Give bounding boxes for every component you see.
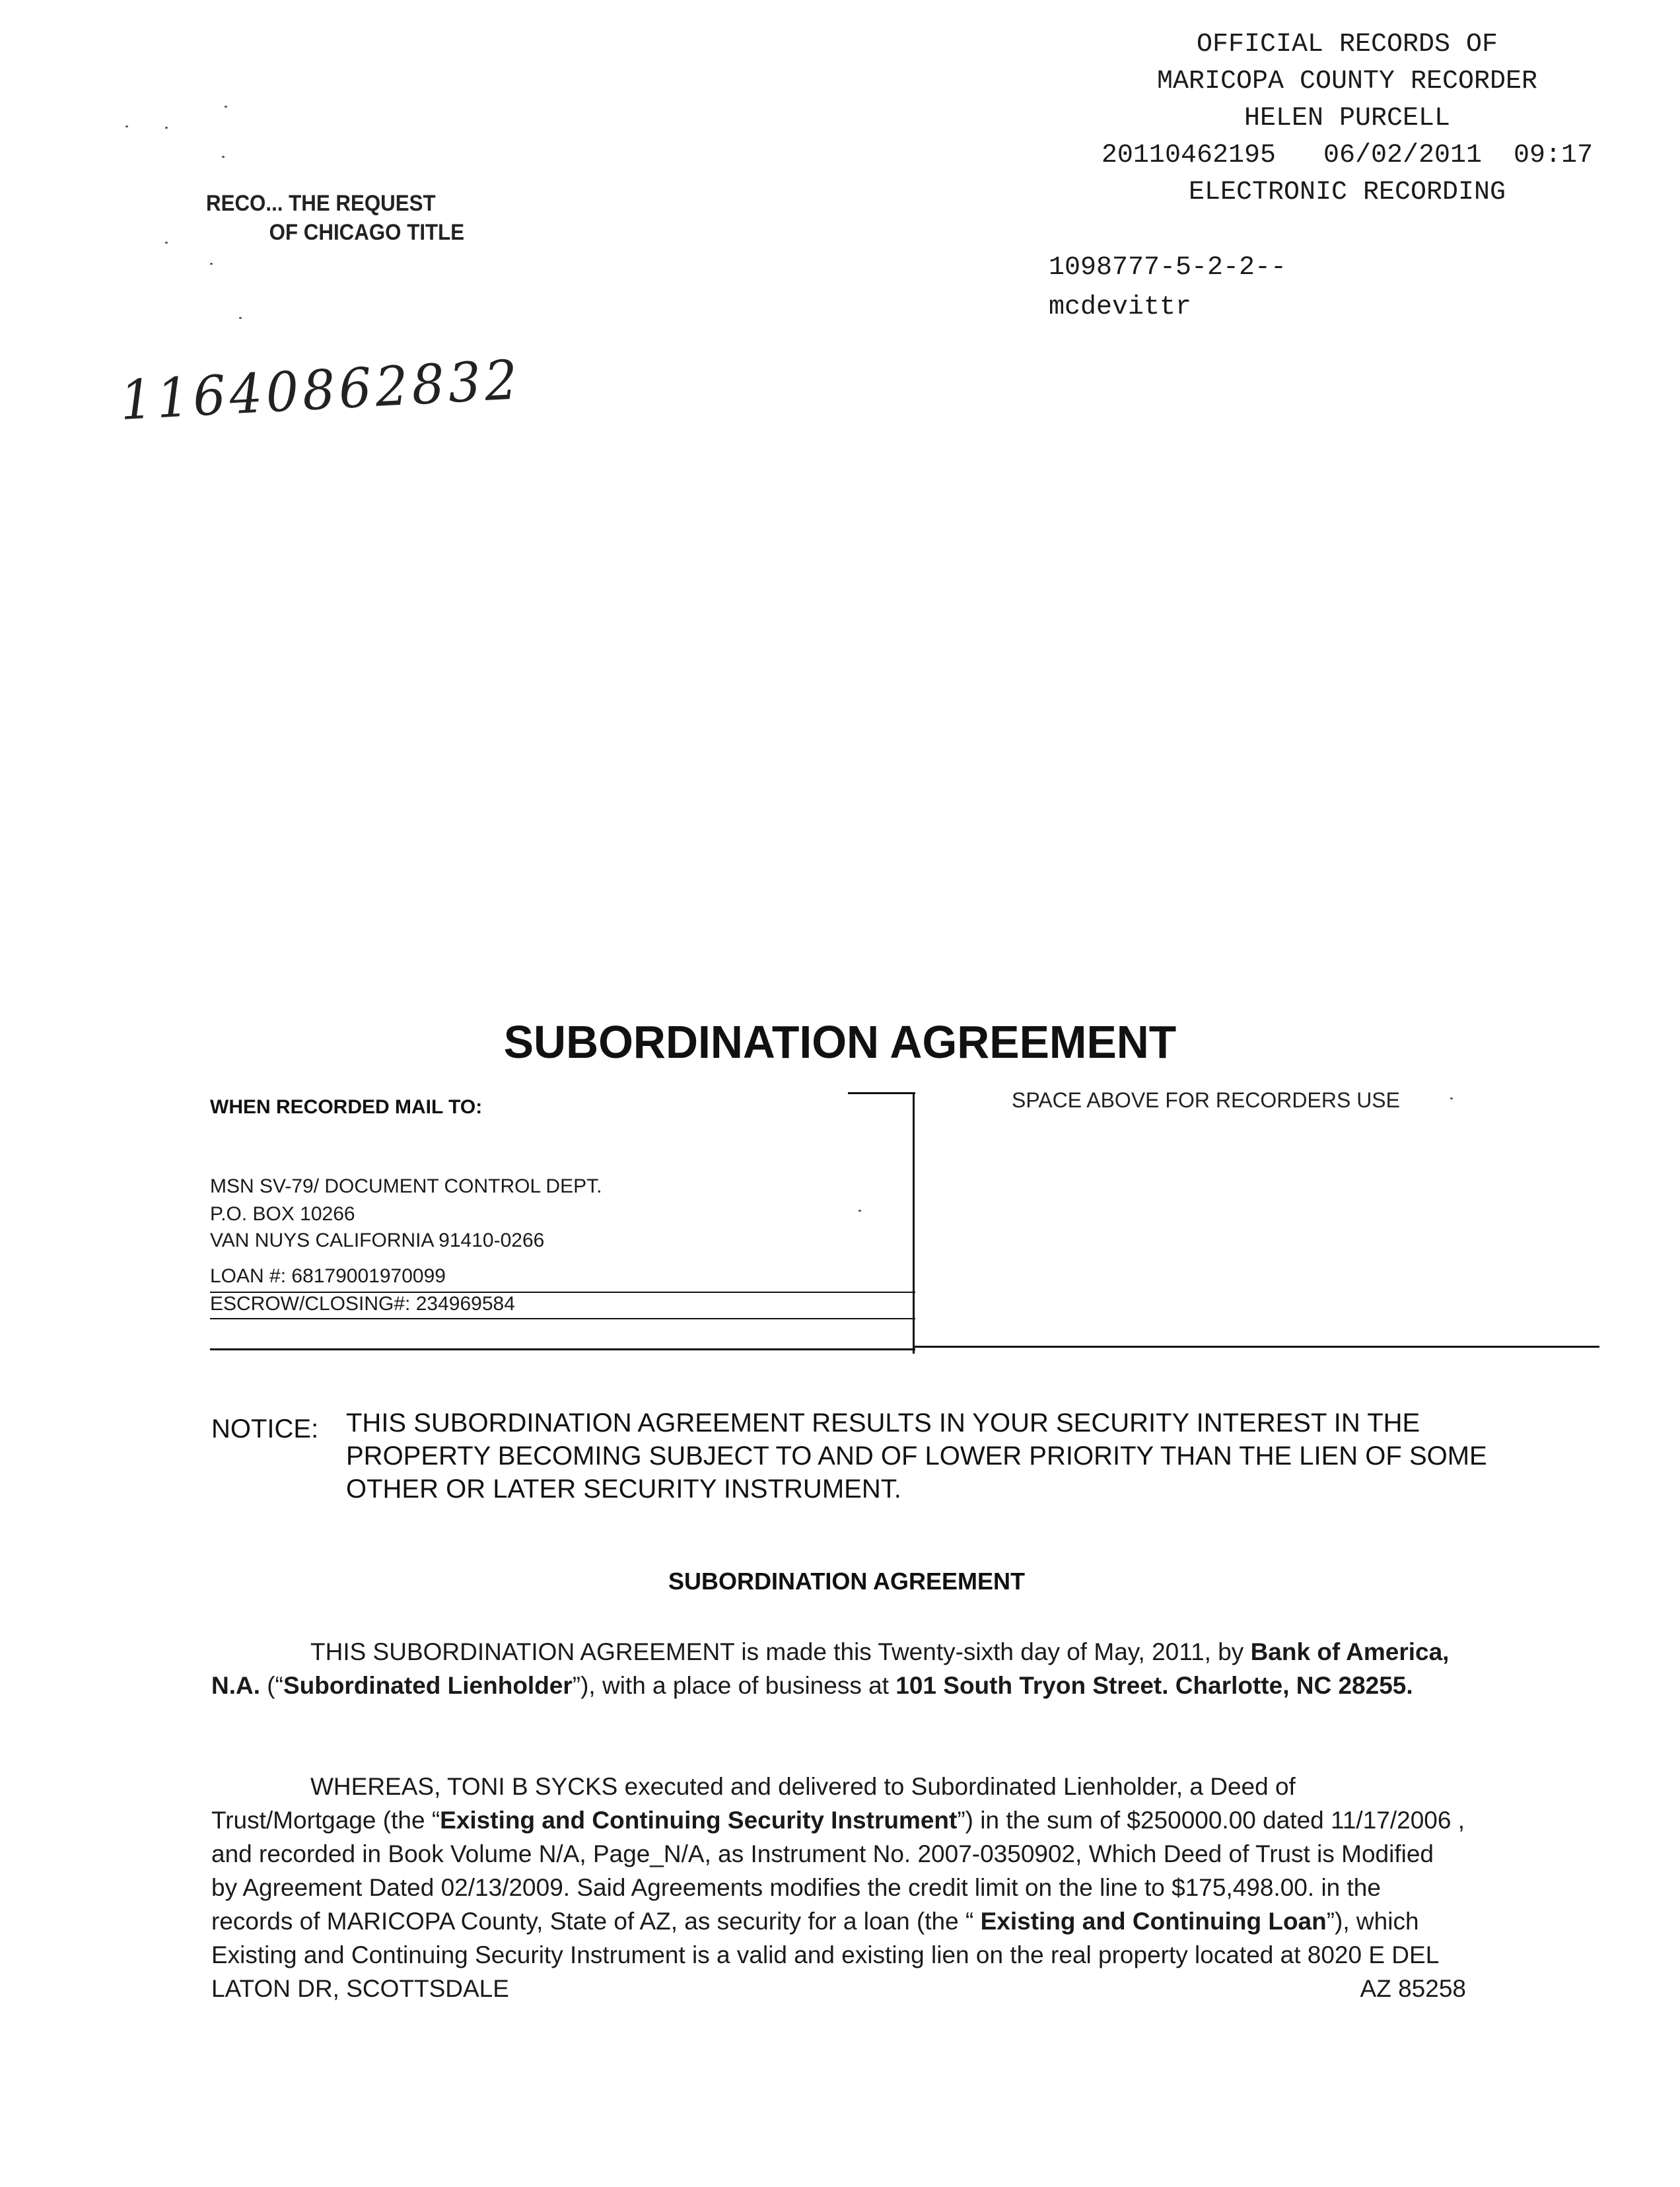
para2-text-2: ”) in the sum of $250000.00 dated 11/17/2006 , and recorded in Book Volume N/A, Page_N/A, as Instrument No. 2007-0350902, Which Deed of Trust is Modified by Agreement Dated 02/13/2009. Said Agreements modifies the credit limit on the line to $175,498.00. in the records of MARICOPA County, State of AZ, as security for a loan (the “ bbox=[211, 1807, 1465, 1935]
escrow-rule bbox=[210, 1318, 915, 1319]
paragraph-1 bbox=[211, 1635, 1466, 1702]
continuing-loan-term: Existing and Continuing Loan bbox=[980, 1908, 1327, 1935]
recorder-line-2: MARICOPA COUNTY RECORDER bbox=[1156, 67, 1538, 96]
recorder-reference bbox=[1049, 248, 1286, 328]
loan-number: LOAN #: 68179001970099 bbox=[210, 1265, 446, 1287]
request-stamp-line-1: RECO... THE REQUEST bbox=[206, 191, 436, 216]
paragraph-2 bbox=[211, 1770, 1466, 2005]
para1-text-2: (“ bbox=[260, 1672, 283, 1699]
address-line-1: MSN SV-79/ DOCUMENT CONTROL DEPT. bbox=[210, 1175, 602, 1197]
recorder-ref-number: 1098777-5-2-2-- bbox=[1049, 253, 1287, 283]
section-title: SUBORDINATION AGREEMENT bbox=[668, 1568, 1025, 1595]
para1-text-1: THIS SUBORDINATION AGREEMENT is made this Twenty-sixth day of May, 2011, by bbox=[310, 1638, 1251, 1665]
request-stamp bbox=[206, 189, 464, 247]
request-stamp-line-2: OF CHICAGO TITLE bbox=[269, 220, 465, 245]
mail-to-label: WHEN RECORDED MAIL TO: bbox=[210, 1096, 483, 1118]
recorders-use-label: SPACE ABOVE FOR RECORDERS USE bbox=[1012, 1088, 1400, 1112]
para1-text-3: ”), with a place of business at bbox=[572, 1672, 896, 1699]
para2-text-1: WHEREAS, TONI B SYCKS executed and delivered to Subordinated Lienholder, a Deed of Trust/Mortgage (the “ bbox=[211, 1773, 1296, 1834]
address-line-2: P.O. BOX 10266 bbox=[210, 1203, 355, 1225]
box-bottom-rule-left bbox=[210, 1348, 915, 1350]
box-bottom-rule-right bbox=[913, 1346, 1599, 1348]
loan-rule bbox=[210, 1292, 915, 1293]
address-line-3: VAN NUYS CALIFORNIA 91410-0266 bbox=[210, 1230, 545, 1251]
handwritten-number: 11640862832 bbox=[118, 349, 523, 433]
notice-label: NOTICE: bbox=[211, 1414, 319, 1443]
property-state-zip: AZ 85258 bbox=[1360, 1975, 1466, 2002]
recorder-instrument-line bbox=[1030, 137, 1664, 174]
box-divider bbox=[913, 1092, 915, 1354]
recorder-name: HELEN PURCELL bbox=[1243, 104, 1451, 133]
instrument-number: 20110462195 bbox=[1101, 141, 1276, 170]
document-title: SUBORDINATION AGREEMENT bbox=[503, 1016, 1177, 1068]
recording-time: 09:17 bbox=[1514, 141, 1593, 170]
lienholder-name: Bank of America, N.A. bbox=[211, 1638, 1450, 1699]
security-instrument-term: Existing and Continuing Security Instrument bbox=[440, 1807, 958, 1834]
lienholder-term: Subordinated Lienholder bbox=[283, 1672, 573, 1699]
lienholder-address: 101 South Tryon Street. Charlotte, NC 28255. bbox=[895, 1672, 1413, 1699]
recorder-stamp bbox=[1030, 26, 1664, 211]
escrow-number: ESCROW/CLOSING#: 234969584 bbox=[210, 1293, 515, 1315]
recording-date: 06/02/2011 bbox=[1323, 141, 1483, 170]
notice-text: THIS SUBORDINATION AGREEMENT RESULTS IN YOUR SECURITY INTEREST IN THE PROPERTY BECOMING SUBJECT TO AND OF LOWER PRIORITY THAN THE LIEN OF SOME OTHER OR LATER SECURITY INSTRUMENT. bbox=[346, 1408, 1487, 1504]
box-top-rule bbox=[848, 1092, 915, 1094]
para2-text-3: ”), which Existing and Continuing Security Instrument is a valid and existing lien on the real property located at 8020 E DEL LATON DR, SCOTTSDALE bbox=[211, 1908, 1438, 2002]
recorder-line-5: ELECTRONIC RECORDING bbox=[1188, 178, 1506, 207]
recorder-line-1: OFFICIAL RECORDS OF bbox=[1196, 30, 1498, 59]
recorder-user: mcdevittr bbox=[1049, 293, 1192, 322]
